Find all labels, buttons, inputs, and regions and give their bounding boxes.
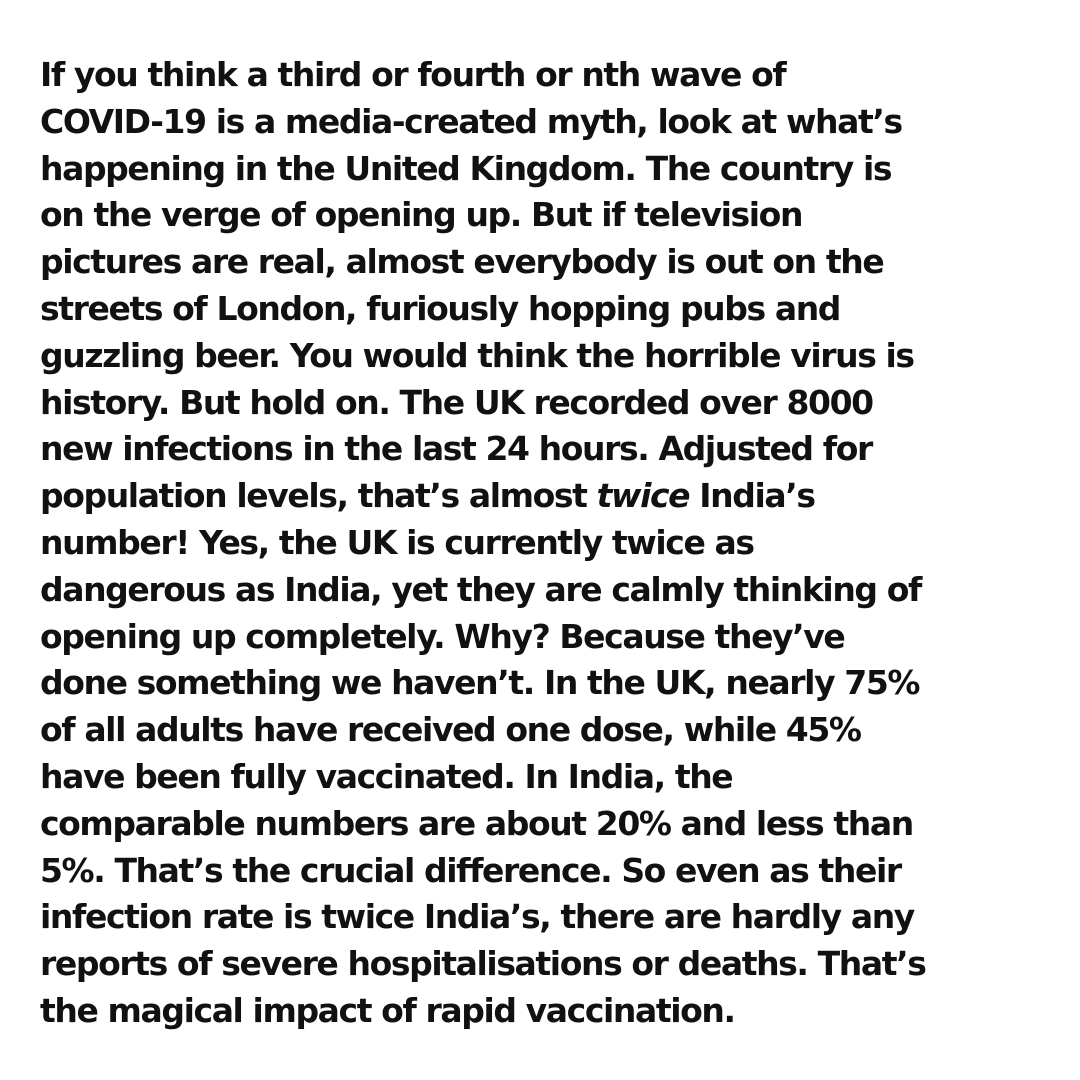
text-line: of all adults have received one dose, while 45% [40,710,861,750]
text-line: COVID-19 is a media-created myth, look at what’s [40,101,902,141]
text-line [40,473,1050,520]
text-line: have been fully vaccinated. In India, the [40,756,733,796]
text-line: pictures are real, almost everybody is out on the [40,242,884,282]
text-post [40,52,1050,1035]
text-line: streets of London, furiously hopping pubs and [40,288,841,328]
text-run: India’s [689,476,815,516]
body-paragraph [40,52,1050,1035]
text-line: history. But hold on. The UK recorded over 8000 [40,382,873,422]
text-line: If you think a third or fourth or nth wave of [40,55,786,94]
text-line: done something we haven’t. In the UK, nearly 75% [40,663,920,703]
text-line: reports of severe hospitalisations or deaths. That’s [40,944,926,984]
text-line: dangerous as India, yet they are calmly thinking of [40,569,921,609]
text-line: 5%. That’s the crucial difference. So even as their [40,850,901,890]
emphasized-word: twice [596,476,690,516]
text-line: number! Yes, the UK is currently twice as [40,522,754,562]
text-line: new infections in the last 24 hours. Adjusted for [40,429,872,469]
text-line: opening up completely. Why? Because they’ve [40,616,845,656]
text-line: comparable numbers are about 20% and less than [40,803,913,843]
text-line: happening in the United Kingdom. The country is [40,148,892,188]
text-line: the magical impact of rapid vaccination. [40,990,735,1030]
text-line: infection rate is twice India’s, there are hardly any [40,897,914,937]
text-line: on the verge of opening up. But if television [40,195,803,235]
text-run: population levels, that’s almost [40,476,597,516]
text-line: guzzling beer. You would think the horrible virus is [40,335,914,375]
